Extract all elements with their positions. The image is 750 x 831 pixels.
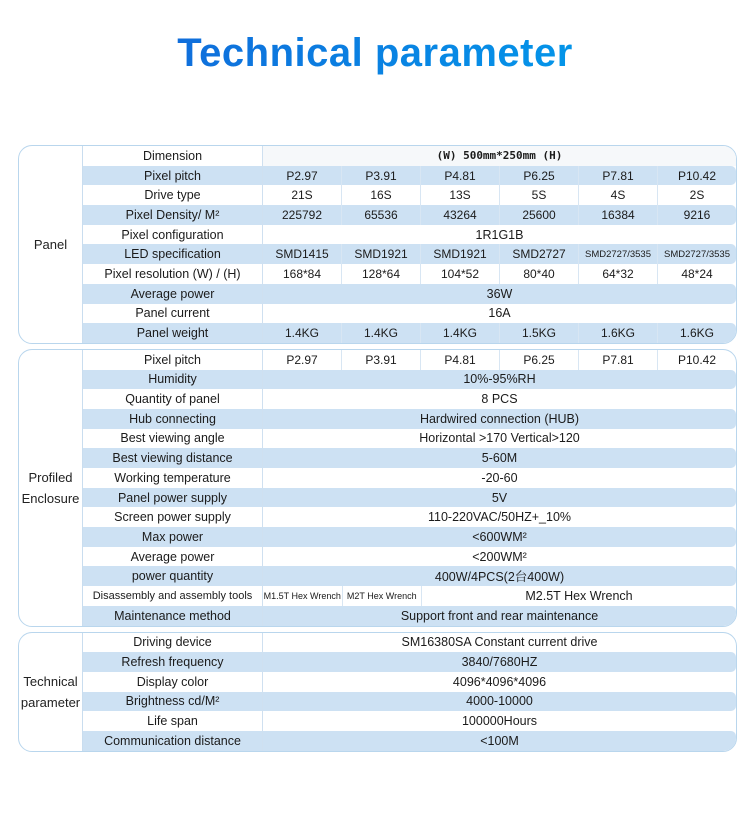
merged-value-cell: 4000-10000: [466, 694, 533, 709]
table-row: [83, 586, 736, 606]
spec-table: [18, 145, 737, 752]
value-cell: 2S: [657, 185, 736, 205]
value-cell-small: M2T Hex Wrench: [342, 586, 422, 606]
value-cell: SMD2727/3535: [657, 244, 736, 264]
table-row: [83, 429, 736, 449]
value-cell: P10.42: [657, 166, 736, 186]
table-row: [83, 507, 736, 527]
value-cell: P4.81: [420, 350, 499, 370]
merged-value-cell: <100M: [480, 733, 519, 748]
param-label: Hub connecting: [83, 409, 263, 429]
value-cell: P2.97: [286, 352, 318, 367]
param-label: LED specification: [83, 244, 263, 264]
value-cell: 43264: [420, 205, 499, 225]
table-row: [83, 547, 736, 567]
merged-value-cell: 5-60M: [481, 451, 518, 466]
section-label-line: Profiled: [28, 469, 73, 485]
merged-value-cell: 100000Hours: [461, 714, 538, 729]
merged-value-cell: (W) 500mm*250mm (H): [263, 146, 736, 166]
table-row: [83, 225, 736, 245]
value-cell: 16S: [341, 185, 420, 205]
table-row: [83, 672, 736, 692]
merged-value-cell: Hardwired connection (HUB): [419, 411, 580, 426]
value-cell: P10.42: [657, 350, 736, 370]
param-label: Screen power supply: [83, 507, 263, 527]
table-row: [83, 652, 736, 672]
param-label: Driving device: [83, 633, 263, 653]
table-row: [83, 350, 736, 370]
merged-value-cell: M2.5T Hex Wrench: [421, 586, 736, 606]
param-label: Humidity: [83, 370, 263, 390]
table-row: [83, 205, 736, 225]
value-cell: 1.4KG: [284, 326, 320, 341]
section-panel: [18, 145, 737, 344]
value-cell: 225792: [281, 207, 323, 222]
param-label: Panel weight: [83, 323, 263, 343]
merged-value-cell: 5V: [491, 490, 508, 505]
merged-value-cell: 36W: [486, 286, 513, 301]
value-cell: P7.81: [578, 350, 657, 370]
table-row: [83, 264, 736, 284]
merged-value-cell: 110-220VAC/50HZ+_10%: [427, 510, 572, 525]
table-row: [83, 566, 736, 586]
table-row: [83, 692, 736, 712]
section-label-line: Panel: [33, 236, 68, 252]
section-label-technical-parameter: [19, 633, 83, 751]
value-cell: P6.25: [499, 350, 578, 370]
param-label: Life span: [83, 711, 263, 731]
value-cell: 16384: [578, 205, 657, 225]
value-cell: SMD1921: [420, 244, 499, 264]
value-cell: 1.4KG: [420, 323, 499, 343]
param-label: Pixel configuration: [83, 225, 263, 245]
param-label: Disassembly and assembly tools: [83, 586, 263, 606]
merged-value-cell: 16A: [488, 306, 511, 321]
table-row: [83, 185, 736, 205]
value-cell: 1.6KG: [657, 323, 736, 343]
merged-value-cell: SM16380SA Constant current drive: [401, 635, 598, 650]
param-label: power quantity: [83, 566, 263, 586]
table-row: [83, 409, 736, 429]
value-cell: 25600: [499, 205, 578, 225]
section-label-line: parameter: [20, 694, 81, 710]
section-label-panel: [19, 146, 83, 343]
param-label: Refresh frequency: [83, 652, 263, 672]
table-row: [83, 304, 736, 324]
table-row: [83, 527, 736, 547]
value-cell: 168*84: [282, 266, 322, 281]
section-label-profiled-enclosure: [19, 350, 83, 626]
value-cell: 104*52: [420, 264, 499, 284]
value-cell: P4.81: [420, 166, 499, 186]
param-label: Maintenance method: [83, 606, 263, 626]
table-row: [83, 323, 736, 343]
table-row: [83, 711, 736, 731]
value-cell: 13S: [420, 185, 499, 205]
value-cell: P6.25: [499, 166, 578, 186]
param-label: Pixel pitch: [83, 166, 263, 186]
value-cell: SMD2727/3535: [578, 244, 657, 264]
param-label: Quantity of panel: [83, 389, 263, 409]
merged-value-cell: 400W/4PCS(2台400W): [434, 570, 565, 585]
merged-value-cell: Support front and rear maintenance: [400, 608, 599, 623]
merged-value-cell: <600WM²: [472, 529, 527, 544]
value-cell: 21S: [291, 188, 313, 203]
value-cell: 128*64: [341, 264, 420, 284]
param-label: Best viewing distance: [83, 448, 263, 468]
param-label: Drive type: [83, 185, 263, 205]
table-row: [83, 370, 736, 390]
value-cell: 48*24: [657, 264, 736, 284]
value-cell: SMD1921: [341, 244, 420, 264]
value-cell: 1.6KG: [578, 323, 657, 343]
param-label: Pixel pitch: [83, 350, 263, 370]
param-label: Brightness cd/M²: [83, 692, 263, 712]
value-cell-small: M1.5T Hex Wrench: [263, 590, 341, 601]
section-label-line: Technical: [23, 673, 78, 689]
section-profiled-enclosure: [18, 349, 737, 627]
param-label: Display color: [83, 672, 263, 692]
merged-value-cell: 3840/7680HZ: [461, 655, 538, 670]
merged-value-cell: -20-60: [481, 470, 518, 485]
param-label: Pixel Density/ M²: [83, 205, 263, 225]
param-label: Communication distance: [83, 731, 263, 751]
section-label-line: Enclosure: [21, 490, 80, 506]
spec-sheet-page: [0, 26, 750, 752]
table-row: [83, 468, 736, 488]
value-cell: P2.97: [286, 168, 318, 183]
param-label: Average power: [83, 547, 263, 567]
param-label: Average power: [83, 284, 263, 304]
table-row: [83, 448, 736, 468]
merged-value-cell: 10%-95%RH: [463, 372, 536, 387]
merged-value-cell: 8 PCS: [481, 392, 518, 407]
param-label: Panel power supply: [83, 488, 263, 508]
merged-value-cell: <200WM²: [472, 549, 527, 564]
merged-value-cell: 4096*4096*4096: [452, 674, 547, 689]
value-cell: 1.4KG: [341, 323, 420, 343]
value-cell: 65536: [341, 205, 420, 225]
merged-value-cell: 1R1G1B: [475, 227, 524, 242]
section-technical-parameter: [18, 632, 737, 752]
param-label: Dimension: [83, 146, 263, 166]
param-label: Pixel resolution (W) / (H): [83, 264, 263, 284]
table-row: [83, 731, 736, 751]
table-row: [83, 244, 736, 264]
table-row: [83, 166, 736, 186]
rows-panel: [83, 146, 736, 343]
value-cell: P3.91: [341, 350, 420, 370]
rows-technical-parameter: [83, 633, 736, 751]
param-label: Working temperature: [83, 468, 263, 488]
param-label: Best viewing angle: [83, 429, 263, 449]
merged-value-cell: Horizontal >170 Vertical>120: [419, 431, 580, 446]
table-row: [83, 146, 736, 166]
value-cell: SMD1415: [275, 247, 329, 262]
rows-profiled-enclosure: [83, 350, 736, 626]
param-label: Max power: [83, 527, 263, 547]
value-cell: P7.81: [578, 166, 657, 186]
table-row: [83, 389, 736, 409]
value-cell: 64*32: [578, 264, 657, 284]
table-row: [83, 606, 736, 626]
value-cell: 9216: [657, 205, 736, 225]
value-cell: SMD2727: [499, 244, 578, 264]
value-cell: 80*40: [499, 264, 578, 284]
value-cell: 5S: [499, 185, 578, 205]
table-row: [83, 284, 736, 304]
param-label: Panel current: [83, 304, 263, 324]
table-row: [83, 633, 736, 653]
value-cell: P3.91: [341, 166, 420, 186]
page-title: Technical parameter: [0, 26, 750, 80]
value-cell: 4S: [578, 185, 657, 205]
value-cell: 1.5KG: [499, 323, 578, 343]
table-row: [83, 488, 736, 508]
